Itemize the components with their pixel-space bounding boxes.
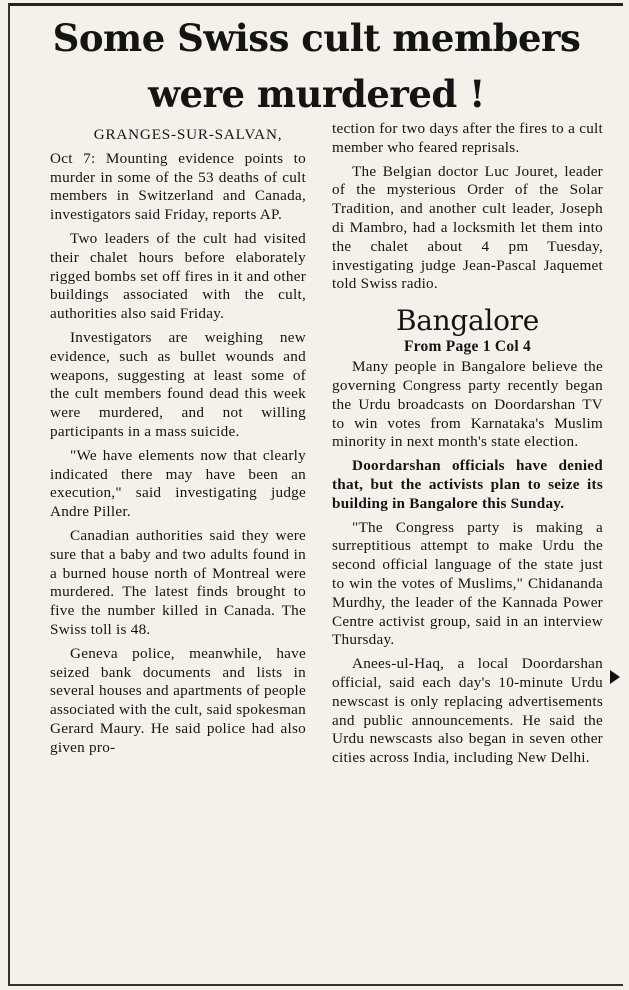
left-column (50, 126, 306, 763)
continuation-paragraph: Anees-ul-Haq, a local Doordarshan official, said each day's 10-minute Urdu newscast is only replacing advertisements and public announcements. He said the Urdu newscasts also began in seven other cities across India, including New Delhi. (332, 655, 603, 767)
headline-line-1: Some Swiss cult members (52, 16, 581, 60)
article-paragraph: Canadian authorities said they were sure that a baby and two adults found in a burned house north of Montreal were murdered. The latest finds brought to five the number killed in Canada. The Swiss toll is 48. (50, 526, 306, 638)
article-paragraph: Two leaders of the cult had visited their chalet hours before elaborately rigged bombs set off fires in it and other buildings associated with the cult, authorities also said Friday. (50, 229, 306, 323)
article-paragraph: Geneva police, meanwhile, have seized bank documents and lists in several houses and apartments of people associated with the cult, said spokesman Gerard Maury. He said police had also given pro- (50, 644, 306, 756)
bottom-rule (8, 984, 623, 986)
right-column (332, 120, 603, 773)
continuation-paragraph: Many people in Bangalore believe the governing Congress party recently began the Urdu broadcasts on Doordarshan TV to win votes from Karnataka's Muslim minority in next month's state election. (332, 358, 603, 451)
article-paragraph: "We have elements now that clearly indicated there may have been an execution," said investigating judge Andre Piller. (50, 446, 306, 521)
article-paragraph: The Belgian doctor Luc Jouret, leader of the mysterious Order of the Solar Tradition, and another cult leader, Joseph di Mambro, had a locksmith let them into the chalet about 4 pm Tuesday, investigating judge Jean-Pascal Jaquemet told Swiss radio. (332, 162, 603, 293)
left-rule (8, 3, 10, 986)
article-paragraph: Investigators are weighing new evidence, such as bullet wounds and weapons, suggesting at least some of the cult members found dead this week were murdered, and not willing participants in a mass suicide. (50, 328, 306, 440)
column-marker (610, 670, 620, 684)
continuation-heading: Bangalore (396, 304, 539, 338)
jump-line: From Page 1 Col 4 (403, 338, 532, 356)
article-paragraph: tection for two days after the fires to a cult member who feared reprisals. (332, 120, 603, 156)
top-rule (8, 3, 623, 6)
article-paragraph: Oct 7: Mounting evidence points to murder in some of the 53 deaths of cult members in Switzerland and Canada, investigators said Friday, reports AP. (50, 149, 306, 224)
continuation-paragraph: "The Congress party is making a surreptitious attempt to make Urdu the second official language of the state just to win the votes of Muslims," Chidananda Murdhy, the leader of the Kannada Power Centre activist group, said in an interview Thursday. (332, 518, 603, 649)
continuation-paragraph: Doordarshan officials have denied that, but the activists plan to seize its building in Bangalore this Sunday. (332, 457, 603, 512)
dateline: GRANGES-SUR-SALVAN, (93, 126, 283, 143)
headline (14, 10, 619, 122)
headline-line-2: were murdered ! (148, 72, 485, 116)
